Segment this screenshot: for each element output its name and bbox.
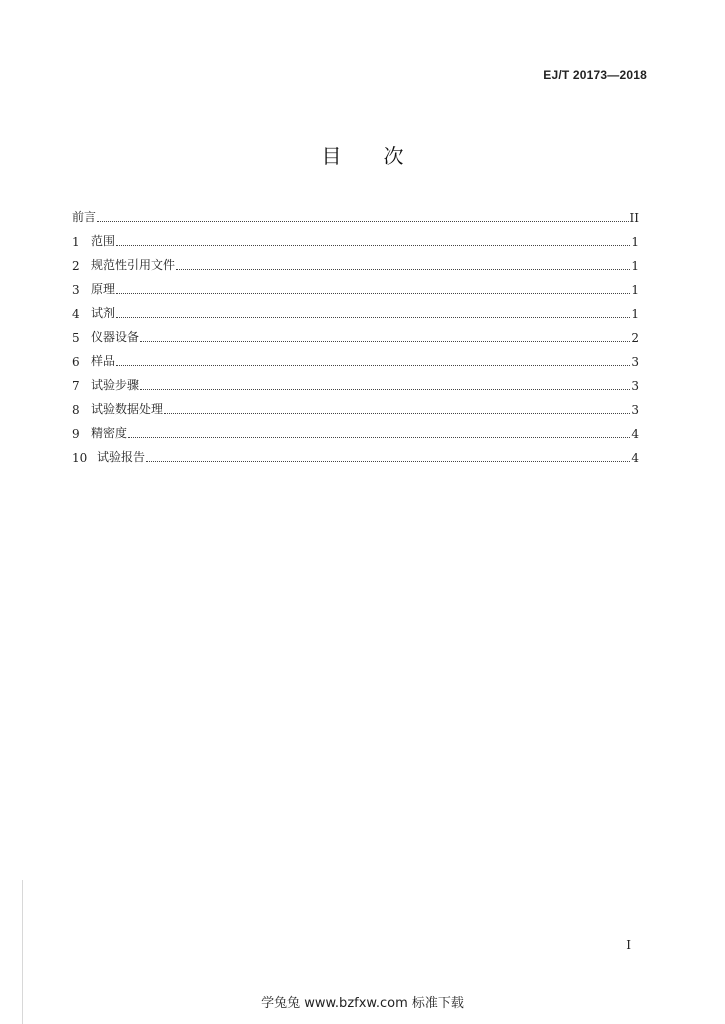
toc-entry-number: 2: [72, 259, 80, 273]
toc-entry-data-processing[interactable]: [72, 393, 639, 417]
toc-entry-page: II: [629, 211, 639, 225]
toc-entry-text: 前言: [72, 210, 97, 224]
toc-entry-text: 原理: [91, 282, 116, 296]
toc-entry-number: 8: [72, 403, 80, 417]
toc-entry-foreword[interactable]: [72, 201, 639, 225]
toc-entry-text: 试验步骤: [91, 378, 140, 392]
toc-entry-page: 3: [631, 355, 639, 369]
toc-leader-dots: [116, 316, 630, 318]
toc-entry-scope[interactable]: [72, 225, 639, 249]
toc-list: [72, 201, 639, 465]
toc-leader-dots: [176, 268, 630, 270]
toc-leader-dots: [116, 244, 630, 246]
toc-entry-page: 2: [631, 331, 639, 345]
toc-entry-precision[interactable]: [72, 417, 639, 441]
toc-entry-number: 6: [72, 355, 80, 369]
toc-entry-samples[interactable]: [72, 345, 639, 369]
toc-entry-page: 1: [631, 283, 639, 297]
toc-entry-text: 范围: [91, 234, 116, 248]
toc-leader-dots: [164, 412, 630, 414]
toc-entry-text: 样品: [91, 354, 116, 368]
toc-leader-dots: [97, 220, 629, 222]
toc-entry-page: 3: [631, 403, 639, 417]
toc-entry-test-procedure[interactable]: [72, 369, 639, 393]
toc-entry-text: 精密度: [91, 426, 128, 440]
footer-watermark: 学兔兔 www.bzfxw.com 标准下载: [261, 996, 464, 1011]
toc-entry-number: 7: [72, 379, 80, 393]
toc-entry-number: 10: [72, 451, 88, 465]
toc-entry-text: 规范性引用文件: [91, 258, 176, 272]
toc-entry-page: 1: [631, 235, 639, 249]
toc-entry-normative-references[interactable]: [72, 249, 639, 273]
toc-entry-page: 1: [631, 307, 639, 321]
toc-leader-dots: [146, 460, 630, 462]
toc-entry-principle[interactable]: [72, 273, 639, 297]
toc-entry-test-report[interactable]: [72, 441, 639, 465]
toc-entry-number: 5: [72, 331, 80, 345]
toc-entry-text: 试剂: [91, 306, 116, 320]
toc-entry-text: 试验报告: [97, 450, 146, 464]
toc-entry-text: 试验数据处理: [91, 402, 164, 416]
toc-leader-dots: [140, 388, 630, 390]
standard-number: EJ/T 20173—2018: [543, 68, 647, 82]
toc-entry-page: 4: [631, 451, 639, 465]
toc-leader-dots: [116, 292, 630, 294]
toc-leader-dots: [128, 436, 630, 438]
toc-entry-page: 4: [631, 427, 639, 441]
toc-leader-dots: [116, 364, 630, 366]
toc-entry-apparatus[interactable]: [72, 321, 639, 345]
toc-leader-dots: [140, 340, 630, 342]
toc-entry-number: 1: [72, 235, 80, 249]
toc-title-char-2: 次: [383, 144, 404, 168]
toc-entry-page: 1: [631, 259, 639, 273]
toc-title-char-1: 目: [321, 144, 342, 168]
toc-title: [0, 140, 725, 169]
toc-entry-page: 3: [631, 379, 639, 393]
toc-entry-reagents[interactable]: [72, 297, 639, 321]
toc-entry-number: 3: [72, 283, 80, 297]
page-number: I: [626, 938, 631, 952]
toc-entry-text: 仪器设备: [91, 330, 140, 344]
toc-entry-number: 9: [72, 427, 80, 441]
toc-entry-number: 4: [72, 307, 80, 321]
